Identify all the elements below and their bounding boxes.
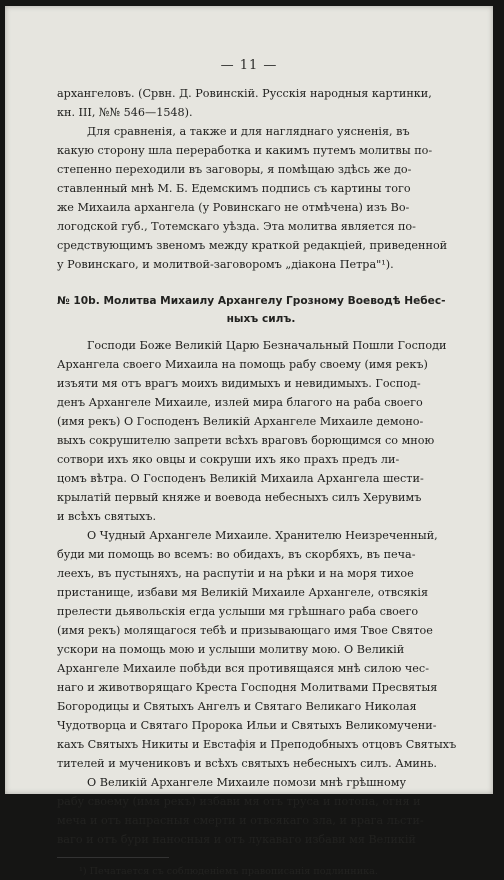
section-heading <box>57 292 465 328</box>
text-line: средствующимъ звеномъ между краткой редакціей, приведенной <box>57 239 448 252</box>
text-line: же Михаила архангела (у Ровинскаго не отмѣчена) изъ Во- <box>57 201 410 214</box>
section-title-line: № 10b. Молитва Михаилу Архангелу Грозному Воеводѣ Небес- <box>57 295 446 307</box>
text-line: Господи Боже Великій Царю Безначальный Пошли Господи <box>87 339 447 352</box>
spacer <box>57 328 465 336</box>
paragraph-prayer-1 <box>57 336 465 526</box>
text-line: денъ Архангеле Михаиле, излей мира благого на раба своего <box>57 396 423 409</box>
text-line: архангеловъ. (Срвн. Д. Ровинскій. Русскія народныя картинки, <box>57 87 432 100</box>
text-line: наго и животворящаго Креста Господня Молитвами Пресвятыя <box>57 681 438 694</box>
book-page <box>5 6 493 877</box>
text-line: изъяти мя отъ врагъ моихъ видимыхъ и невидимыхъ. Господ- <box>57 377 421 390</box>
text-line: (имя рекъ) молящагося тебѣ и призывающаго имя Твое Святое <box>57 624 433 637</box>
text-line: крылатій первый княже и воевода небесныхъ силъ Херувимъ <box>57 491 422 504</box>
text-line: кн. III, №№ 546—1548). <box>57 106 193 119</box>
text-line: О Чудный Архангеле Михаиле. Хранителю Неизреченный, <box>87 529 438 542</box>
text-line: леехъ, въ пустыняхъ, на распутіи и на рѣки и на моря тихое <box>57 567 414 580</box>
text-line: Архангеле Михаиле побѣди вся противящаяся мнѣ силою чес- <box>57 662 429 675</box>
paragraph-citation <box>57 84 465 122</box>
text-line: пристанище, избави мя Великій Михаиле Архангеле, отвсякія <box>57 586 429 599</box>
paragraph-intro <box>57 122 465 274</box>
text-line: О Великій Архангеле Михаиле помози мнѣ грѣшному <box>87 776 407 789</box>
text-line: рабу своему (имя рекъ) избави мя отъ труса и потопа, огня и <box>57 795 421 808</box>
text-line: ставленный мнѣ М. Б. Едемскимъ подпись съ картины того <box>57 182 411 195</box>
text-line: Архангела своего Михаила на помощь рабу своему (имя рекъ) <box>57 358 428 371</box>
footnote: ¹) Печатается съ соблюденіемъ правописанія подлинника. <box>79 866 378 877</box>
text-line: степенно переходили въ заговоры, я помѣщаю здѣсь же до- <box>57 163 412 176</box>
text-line: Богородицы и Святыхъ Ангелъ и Святаго Великаго Николая <box>57 700 417 713</box>
text-line: выхъ сокрушителю запрети всѣхъ враговъ борющимся со мною <box>57 434 435 447</box>
text-line: буди ми помощь во всемъ: во обидахъ, въ скорбяхъ, въ печа- <box>57 548 416 561</box>
page-number: — 11 — <box>220 58 278 73</box>
footnote-divider <box>57 857 169 858</box>
text-line: логодской губ., Тотемскаго уѣзда. Эта молитва является по- <box>57 220 416 233</box>
text-line: какую сторону шла переработка и какимъ путемъ молитвы по- <box>57 144 433 157</box>
text-line: кахъ Святыхъ Никиты и Евстафія и Преподобныхъ отцовъ Святыхъ <box>57 738 457 751</box>
text-line: прелести дьявольскія егда услыши мя грѣшнаго раба своего <box>57 605 419 618</box>
text-line: меча и отъ напрасныя смерти и отвсякаго зла, и врага льсти- <box>57 814 424 827</box>
text-line: (имя рекъ) О Господенъ Великій Архангеле Михаиле демоно- <box>57 415 424 428</box>
text-line: Для сравненія, а также и для нагляднаго уясненія, въ <box>87 125 410 138</box>
text-line: ваго и отъ бури наносныя и отъ лукаваго избави мя Великій <box>57 833 416 846</box>
paragraph-prayer-3 <box>57 773 465 849</box>
text-line: цомъ вѣтра. О Господенъ Великій Михаила Архангела шести- <box>57 472 424 485</box>
paragraph-prayer-2 <box>57 526 465 773</box>
section-title-line: ныхъ силъ. <box>226 313 296 325</box>
text-line: у Ровинскаго, и молитвой-заговоромъ „діакона Петра"¹). <box>57 258 394 271</box>
text-line: ускори на помощь мою и услыши молитву мою. О Великій <box>57 643 405 656</box>
text-line: тителей и мучениковъ и всѣхъ святыхъ небесныхъ силъ. Аминь. <box>57 757 437 770</box>
text-line: Чудотворца и Святаго Пророка Ильи и Святыхъ Великомучени- <box>57 719 437 732</box>
spacer <box>57 274 465 292</box>
page-body <box>57 84 465 880</box>
text-line: и всѣхъ святыхъ. <box>57 510 157 523</box>
text-line: сотвори ихъ яко овцы и сокруши ихъ яко прахъ предъ ли- <box>57 453 400 466</box>
